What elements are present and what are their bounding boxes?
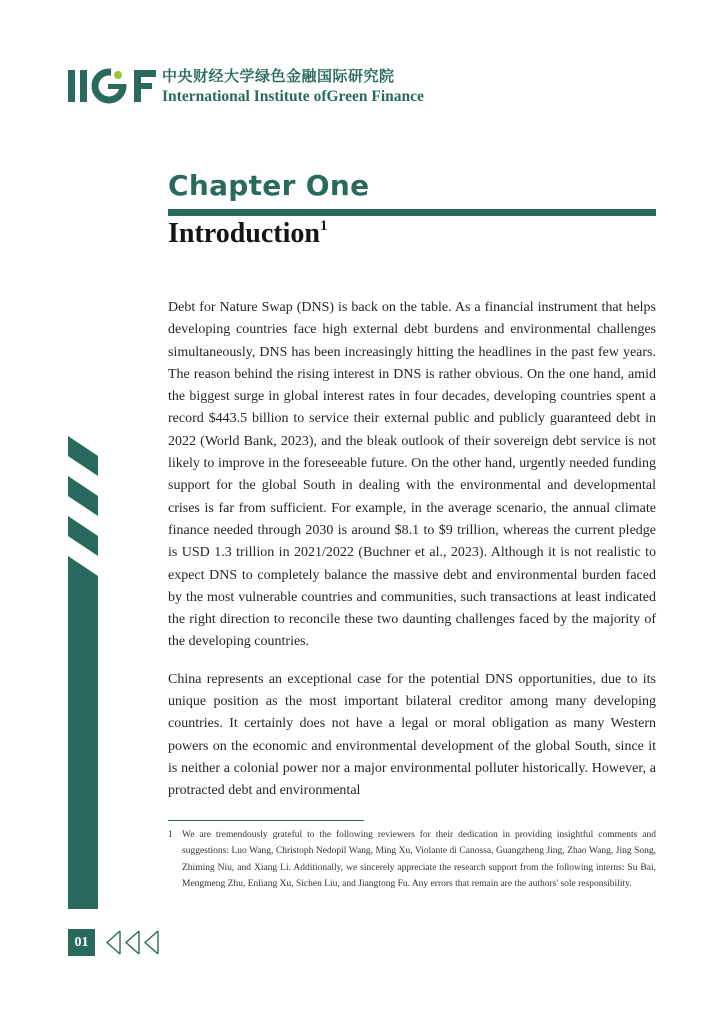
footnote-divider bbox=[168, 820, 364, 821]
paragraph-1: Debt for Nature Swap (DNS) is back on the table. As a financial instrument that helps developing countries face high external debt burdens and environmental challenges simultaneously, DNS has been increasingly hitting the headlines in the past few years. The reason behind the rising interest in DNS is rather obvious. On the one hand, amid the biggest surge in global interest rates in four decades, developing countries spent a record $443.5 billion to service their external public and publicly guaranteed debt in 2022 (World Bank, 2023), and the bleak outlook of their sovereign debt service is not likely to improve in the foreseeable future. On the other hand, urgently needed funding support for the global South in dealing with the environmental and developmental crises is far from sufficient. For example, in the average scenario, the annual climate finance needed through 2030 is around $8.1 to $9 trillion, whereas the current pledge is USD 1.3 trillion in 2021/2022 (Buchner et al., 2023). Although it is not realistic to expect DNS to completely balance the massive debt and environmental burden faced by the most vulnerable countries and communities, such transactions at least indicated the right direction to reconcile these two daunting challenges faced by the majority of the developing countries. bbox=[168, 300, 656, 650]
org-name-chinese: 中央财经大学绿色金融国际研究院 bbox=[162, 67, 395, 85]
footnote bbox=[168, 827, 656, 893]
org-name-english: International Institute ofGreen Finance bbox=[162, 88, 424, 105]
chapter-title bbox=[168, 218, 327, 250]
page-number: 01 bbox=[68, 929, 95, 956]
iigf-logo bbox=[68, 68, 160, 104]
footnote-text: We are tremendously grateful to the following reviewers for their dedication in providing insightful comments and suggestions: Luo Wang, Christoph Nedopil Wang, Ming Xu, Violante di Canossa, Guangzheng Jing, Zhao Wang, Jing Song, Zhiming Niu, and Xiang Li. Additionally, we sincerely appreciate the research support from the following interns: Su Bai, Mengmeng Zhu, Enliang Xu, Sichen Liu, and Jiangtong Fu. Any errors that remain are the authors' sole responsibility. bbox=[182, 830, 656, 890]
chapter-label: Chapter One bbox=[168, 169, 370, 202]
chapter-divider bbox=[168, 209, 656, 216]
chapter-title-text: Introduction bbox=[168, 218, 320, 249]
chevron-left-icon bbox=[104, 929, 162, 956]
side-stripe-decoration bbox=[68, 436, 98, 909]
footnote-reference[interactable]: 1 bbox=[319, 217, 328, 234]
paragraph-2: China represents an exceptional case for the potential DNS opportunities, due to its unique position as the most important bilateral creditor among many developing countries. It certainly does not have a legal or moral obligation as many Western powers on the economic and environmental development of the global South, since it is neither a colonial power nor a major environmental polluter historically. However, a protracted debt and environmental bbox=[168, 671, 656, 799]
body-text bbox=[168, 297, 656, 818]
footnote-number: 1 bbox=[168, 830, 173, 840]
